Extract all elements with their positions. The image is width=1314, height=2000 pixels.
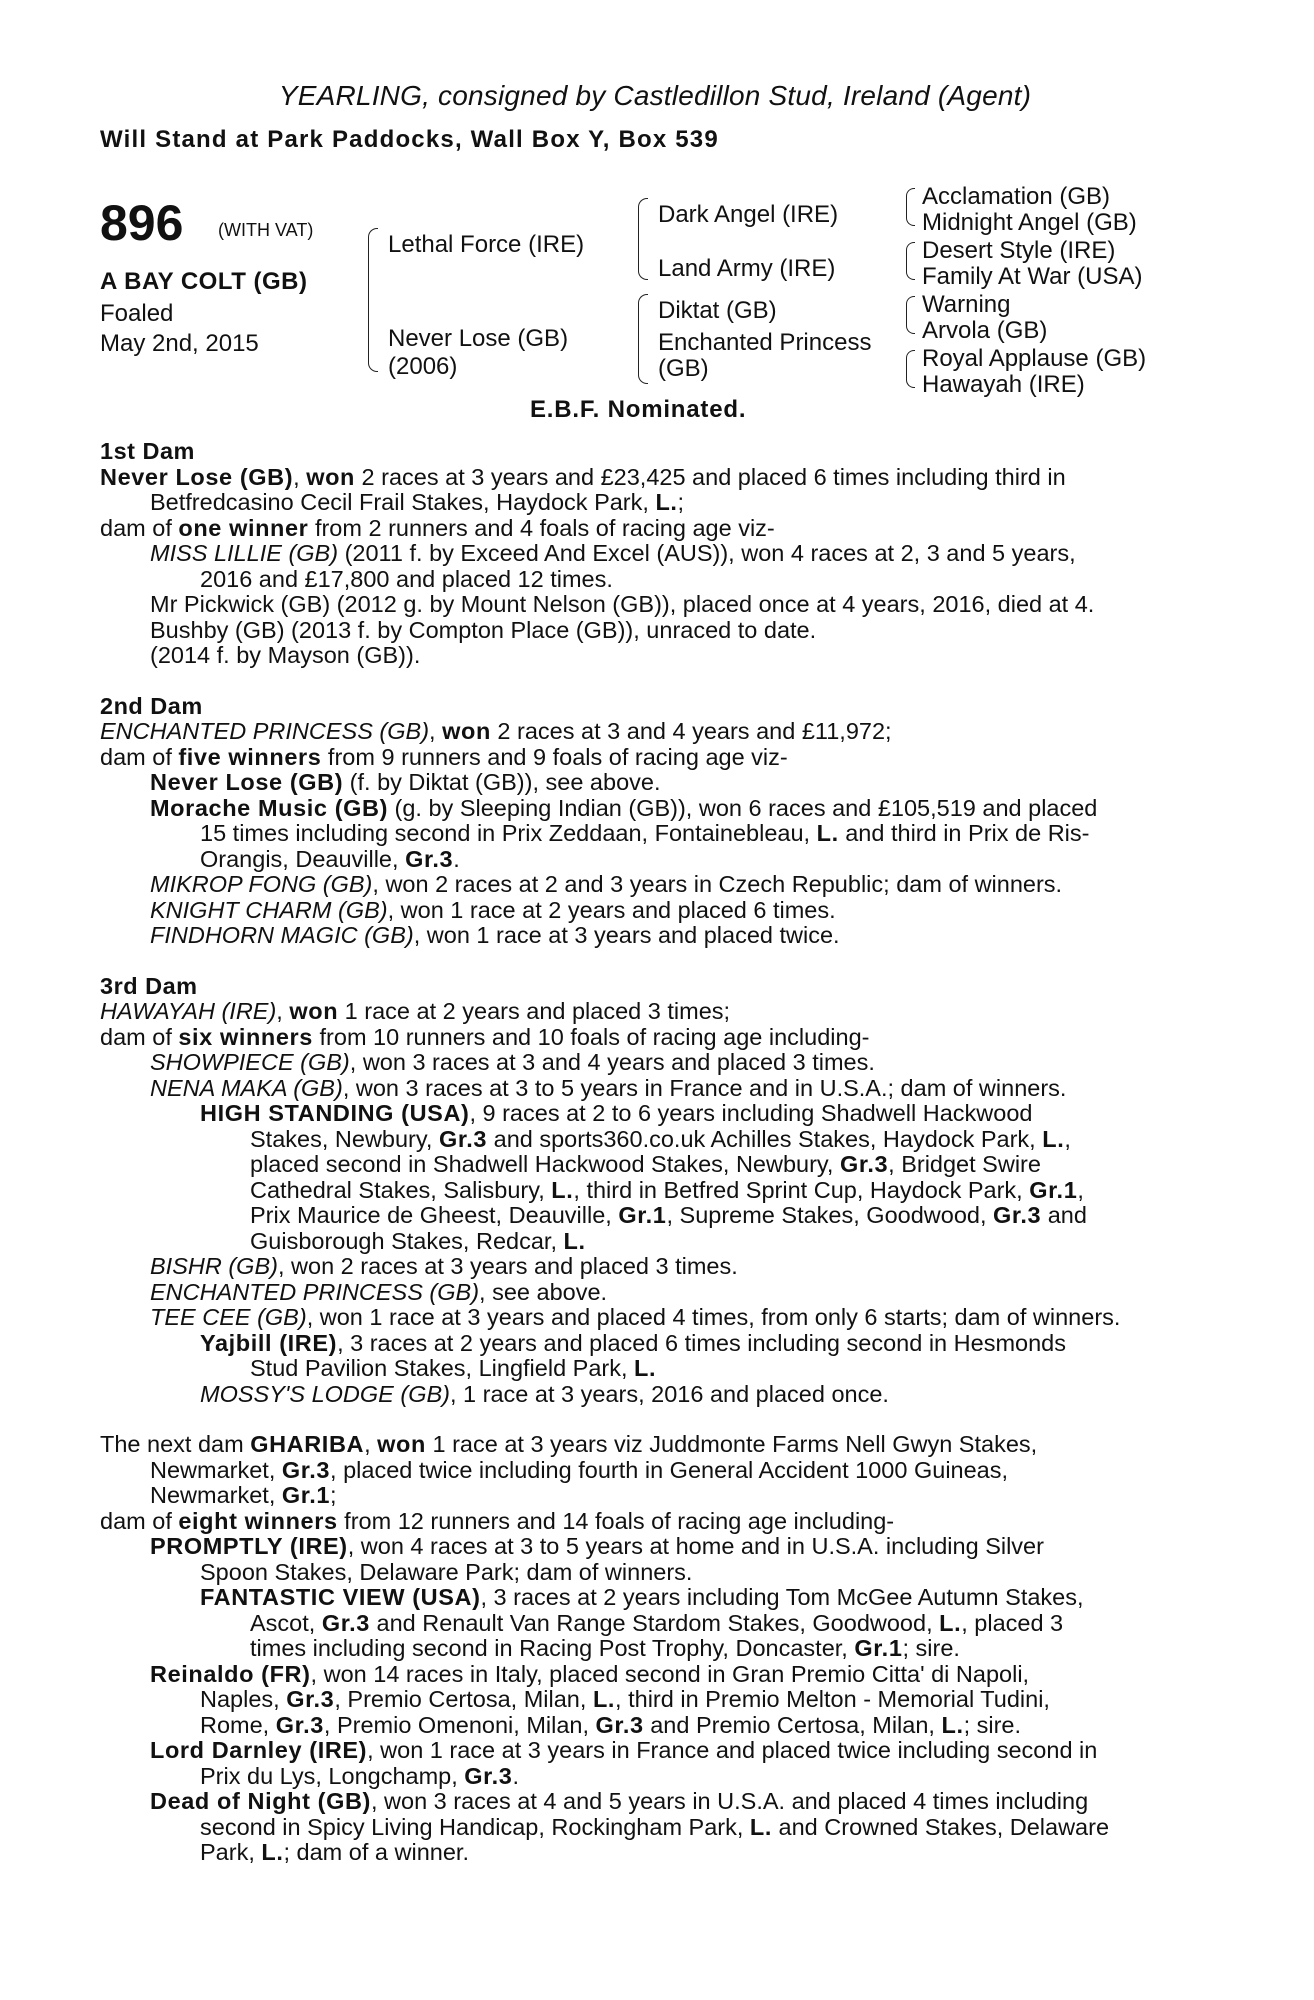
text-line: placed second in Shadwell Hackwood Stakes, Newbury, Gr.3, Bridget Swire	[250, 1151, 1041, 1177]
text-line: 2016 and £17,800 and placed 12 times.	[200, 565, 613, 592]
foaled-date: May 2nd, 2015	[100, 330, 259, 357]
text-line: Prix du Lys, Longchamp, Gr.3.	[200, 1762, 519, 1789]
text-line: Stud Pavilion Stakes, Lingfield Park, L.	[250, 1355, 657, 1381]
text-line: ENCHANTED PRINCESS (GB), see above.	[150, 1278, 608, 1305]
text-line: Newmarket, Gr.3, placed twice including fourth in General Accident 1000 Guineas,	[150, 1456, 1009, 1483]
vat-note: (WITH VAT)	[218, 220, 314, 240]
ss-dam: Midnight Angel (GB)	[922, 209, 1137, 236]
text-line: Naples, Gr.3, Premio Certosa, Milan, L., third in Premio Melton - Memorial Tudini,	[200, 1686, 1050, 1712]
page-title: YEARLING, consigned by Castledillon Stud, Ireland (Agent)	[278, 80, 1032, 111]
ebf-nominated: E.B.F. Nominated.	[530, 396, 747, 423]
text-line: dam of five winners from 9 runners and 9 foals of racing age viz-	[100, 743, 788, 770]
text-line: Bushby (GB) (2013 f. by Compton Place (GB)), unraced to date.	[150, 616, 817, 643]
second-dam-section	[100, 694, 1210, 949]
text-line: Lord Darnley (IRE), won 1 race at 3 years in France and placed twice including second in	[150, 1737, 1098, 1763]
dam-sire: Diktat (GB)	[658, 297, 777, 324]
first-dam-section	[100, 439, 1210, 669]
text-line: Yajbill (IRE), 3 races at 2 years and placed 6 times including second in Hesmonds	[200, 1329, 1066, 1356]
dam-dam: Enchanted Princess	[658, 329, 872, 356]
text-line: BISHR (GB), won 2 races at 3 years and placed 3 times.	[150, 1253, 738, 1279]
ds-sire: Warning	[922, 291, 1011, 318]
next-dam-section	[100, 1432, 1210, 1866]
lot-description: A BAY COLT (GB)	[100, 268, 308, 295]
ss-sire: Acclamation (GB)	[922, 183, 1111, 210]
pedigree-brace-ss	[906, 188, 915, 226]
text-line: Prix Maurice de Gheest, Deauville, Gr.1, Supreme Stakes, Goodwood, Gr.3 and	[250, 1202, 1087, 1228]
text-line: Morache Music (GB) (g. by Sleeping Indian (GB)), won 6 races and £105,519 and placed	[150, 794, 1098, 821]
text-line: Ascot, Gr.3 and Renault Van Range Stardom Stakes, Goodwood, L., placed 3	[250, 1609, 1064, 1636]
sire-sire: Dark Angel (IRE)	[658, 201, 839, 228]
sd-sire: Desert Style (IRE)	[922, 237, 1116, 264]
pedigree-brace-ds	[906, 296, 915, 334]
pedigree-brace-dam	[638, 294, 648, 384]
text-line: Guisborough Stakes, Redcar, L.	[250, 1227, 586, 1254]
sd-dam: Family At War (USA)	[922, 263, 1143, 290]
text-line: Cathedral Stakes, Salisbury, L., third in Betfred Sprint Cup, Haydock Park, Gr.1,	[250, 1176, 1084, 1203]
third-dam-section	[100, 974, 1210, 1408]
text-line: Never Lose (GB) (f. by Diktat (GB)), see above.	[150, 769, 661, 795]
text-line: Mr Pickwick (GB) (2012 g. by Mount Nelson (GB)), placed once at 4 years, 2016, died at 4.	[150, 591, 1095, 617]
pedigree-brace-sd	[906, 242, 915, 280]
dam-year: (2006)	[388, 353, 458, 380]
text-line: MIKROP FONG (GB), won 2 races at 2 and 3 years in Czech Republic; dam of winners.	[150, 871, 1063, 897]
text-line: HIGH STANDING (USA), 9 races at 2 to 6 years including Shadwell Hackwood	[200, 1100, 1033, 1126]
foaled-label: Foaled	[100, 300, 174, 327]
dd-dam: Hawayah (IRE)	[922, 371, 1085, 398]
stand-location: Will Stand at Park Paddocks, Wall Box Y, Box 539	[100, 126, 719, 153]
text-line: Newmarket, Gr.1;	[150, 1482, 337, 1508]
catalogue-page	[100, 80, 1210, 1891]
text-line: FINDHORN MAGIC (GB), won 1 race at 3 years and placed twice.	[150, 922, 840, 948]
text-line: PROMPTLY (IRE), won 4 races at 3 to 5 years at home and in U.S.A. including Silver	[150, 1533, 1044, 1559]
text-line: Dead of Night (GB), won 3 races at 4 and 5 years in U.S.A. and placed 4 times including	[150, 1788, 1089, 1814]
dam-dam-origin: (GB)	[658, 355, 709, 382]
pedigree-brace-sire	[638, 198, 648, 280]
lot-number: 896	[100, 195, 184, 251]
text-line: Park, L.; dam of a winner.	[200, 1839, 469, 1865]
text-line: Stakes, Newbury, Gr.3 and sports360.co.uk Achilles Stakes, Haydock Park, L.,	[250, 1125, 1071, 1152]
pedigree-brace-main	[368, 228, 378, 372]
pedigree-block	[100, 183, 1210, 423]
text-line: NENA MAKA (GB), won 3 races at 3 to 5 years in France and in U.S.A.; dam of winners.	[150, 1074, 1067, 1101]
text-line: SHOWPIECE (GB), won 3 races at 3 and 4 years and placed 3 times.	[150, 1049, 875, 1075]
text-line: (2014 f. by Mayson (GB)).	[150, 642, 421, 668]
text-line: Never Lose (GB), won 2 races at 3 years and £23,425 and placed 6 times including third in	[100, 463, 1066, 490]
pedigree-brace-dd	[906, 350, 915, 388]
section-heading: 3rd Dam	[100, 972, 198, 999]
pedigree-notes	[100, 439, 1210, 1866]
text-line: dam of eight winners from 12 runners and 14 foals of racing age including-	[100, 1507, 895, 1534]
ds-dam: Arvola (GB)	[922, 317, 1048, 344]
dd-sire: Royal Applause (GB)	[922, 345, 1147, 372]
text-line: The next dam GHARIBA, won 1 race at 3 years viz Juddmonte Farms Nell Gwyn Stakes,	[100, 1431, 1038, 1457]
text-line: Spoon Stakes, Delaware Park; dam of winners.	[200, 1558, 693, 1585]
text-line: times including second in Racing Post Trophy, Doncaster, Gr.1; sire.	[250, 1635, 960, 1661]
section-heading: 1st Dam	[100, 438, 195, 464]
text-line: TEE CEE (GB), won 1 race at 3 years and placed 4 times, from only 6 starts; dam of winners.	[150, 1304, 1121, 1330]
text-line: FANTASTIC VIEW (USA), 3 races at 2 years including Tom McGee Autumn Stakes,	[200, 1584, 1084, 1610]
text-line: MOSSY'S LODGE (GB), 1 race at 3 years, 2016 and placed once.	[200, 1380, 889, 1407]
text-line: KNIGHT CHARM (GB), won 1 race at 2 years and placed 6 times.	[150, 896, 836, 923]
text-line: second in Spicy Living Handicap, Rockingham Park, L. and Crowned Stakes, Delaware	[200, 1813, 1110, 1840]
section-heading: 2nd Dam	[100, 692, 203, 719]
text-line: dam of six winners from 10 runners and 10 foals of racing age including-	[100, 1023, 870, 1050]
sire-dam: Land Army (IRE)	[658, 255, 836, 282]
text-line: Reinaldo (FR), won 14 races in Italy, placed second in Gran Premio Citta' di Napoli,	[150, 1660, 1030, 1687]
text-line: dam of one winner from 2 runners and 4 foals of racing age viz-	[100, 514, 775, 541]
text-line: HAWAYAH (IRE), won 1 race at 2 years and placed 3 times;	[100, 998, 731, 1024]
text-line: Orangis, Deauville, Gr.3.	[200, 845, 460, 872]
sire-name: Lethal Force (IRE)	[388, 231, 585, 258]
dam-name: Never Lose (GB)	[388, 325, 569, 352]
text-line: Rome, Gr.3, Premio Omenoni, Milan, Gr.3 and Premio Certosa, Milan, L.; sire.	[200, 1711, 1022, 1738]
text-line: ENCHANTED PRINCESS (GB), won 2 races at 3 and 4 years and £11,972;	[100, 718, 892, 744]
text-line: 15 times including second in Prix Zeddaan, Fontainebleau, L. and third in Prix de Ris-	[200, 820, 1090, 846]
text-line: MISS LILLIE (GB) (2011 f. by Exceed And Excel (AUS)), won 4 races at 2, 3 and 5 years,	[150, 540, 1076, 566]
text-line: Betfredcasino Cecil Frail Stakes, Haydock Park, L.;	[150, 489, 685, 515]
